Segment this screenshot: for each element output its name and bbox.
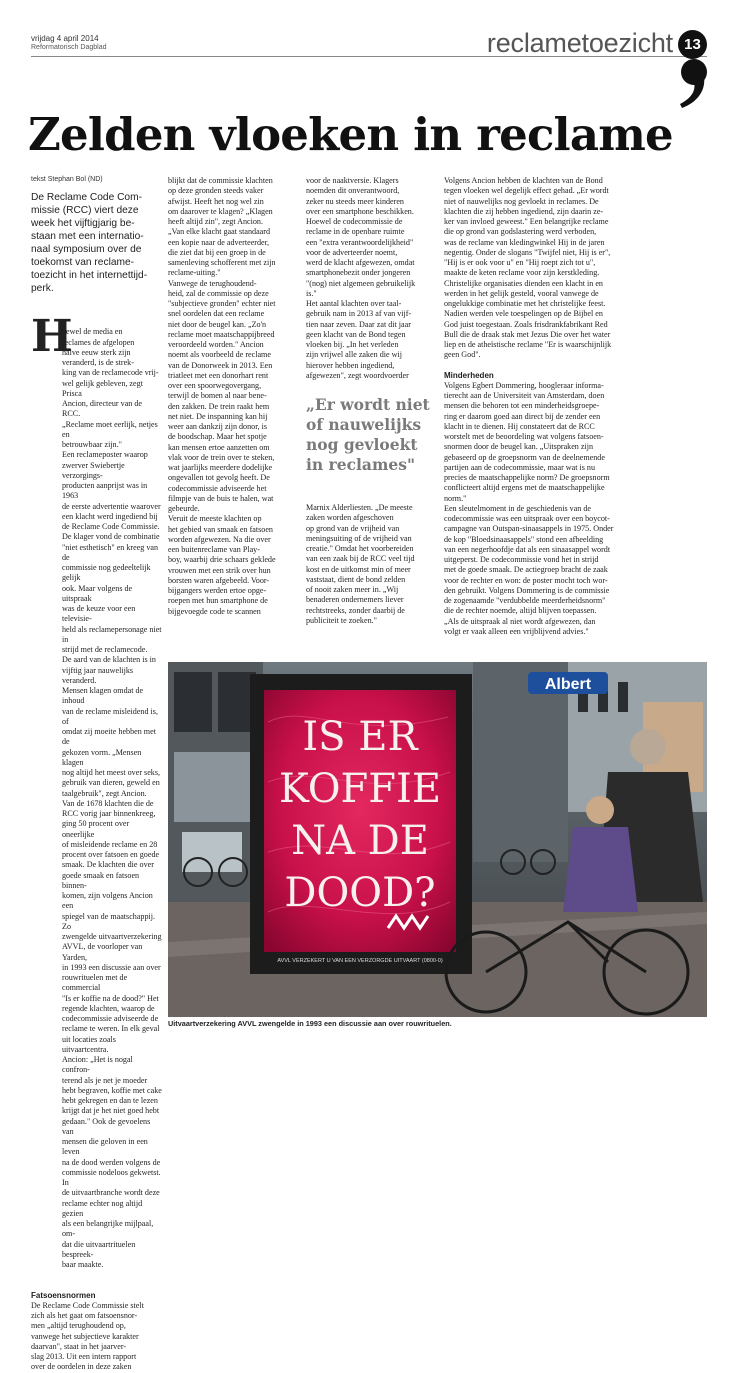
column-3-bottom-text: Marnix Alderliesten. „De meeste zaken worden afgeschoven op grond van de vrijheid van meningsuiting of de vrijheid van creatie." Omdat het voorbereiden van een zaak bij de RCC veel tijd kost en de uitkomst min of meer vaststaat, dient de bond zelden of nooit zaken meer in. „Wij benaderen ondernemers liever rechtstreeks, zonder daarbij de publiciteit te zoeken." — [306, 503, 415, 625]
photo-caption: Uitvaartverzekering AVVL zwengelde in 1993 een discussie aan over rouwrituelen. — [168, 1019, 452, 1028]
column-3-top-text: voor de naaktversie. Klagers noemden dit onverantwoord, zeker nu steeds meer kinderen over een smartphone beschikken. Hoewel de codecommissie de reclame in de openbare ruimte een "extra verantwoordelijkheid" voor de adverteerder noemt, werd de klacht afgewezen, omdat smartphonebezit onder jongeren "(nog) niet algemeen gebruikelijk is." Het aantal klachten over taal- gebruik nam in 2013 af van vijf- tien naar zeven. Daar zat dit jaar geen klacht van de Bond tegen vloeken bij. „In het verleden zijn vrijwel alle zaken die wij hierover hebben ingediend, afgewezen", zegt woordvoerder — [306, 176, 416, 380]
article-photo — [168, 662, 707, 1017]
page-number-badge: 13 — [678, 30, 707, 59]
section-title: reclametoezicht — [486, 28, 673, 58]
article-column-2 — [168, 176, 300, 617]
column-4-tail-text: Volgens Egbert Dommering, hoogleraar informa- tierecht aan de Universiteit van Amsterdam, doen mensen die behoren tot een minderheidsgroepe- ring er daarom goed aan direct bij de zender een klacht in te dienen. Hij constateert dat de RCC worstelt met de beoordeling wat volgens fatsoen- snormen door de beugel kan. „Uitspraken zijn gebaseerd op de groepsnorm van de deelnemende partijen aan de codecommissie, maar wat is nu precies de maatschappelijke norm? De groepsnorm conflicteert altijd ergens met de maatschappelijke norm." Een sleutelmoment in de geschiedenis van de codecommissie was een uitspraak over een boycot- campagne van Outspan-sinaasappels in 1975. Onder de kop "Bloedsinaasappels" stond een afbeelding van een negerhoofdje dat als een sinaasappel wordt uitgeperst. De codecommissie vond het in strijd met de goede smaak. De actiegroep bracht de zaak voor de rechter en won: de poster mocht toch wor- den gebruikt. Volgens Dommering is de commissie de zogenaamde "verdubbelde meerderheidsnorm" die de rechter noemde, altijd blijven toepassen. „Als de uitspraak al niet wordt afgewezen, dan volgt er vaak alleen een vrijblijvend advies." — [444, 380, 614, 636]
column-1-text: oewel de media en reclames de afgelopen halve eeuw sterk zijn veranderd, is de strek- king van de reclamecode vrij- wel gelijk gebleven, zegt Prisca Ancion, directeur van de RCC. „Reclame moet eerlijk, netjes en betrouwbaar zijn." Een reclameposter waarop zwerver Swiebertje verzorgings- producten aanprijst was in 1963 de eerste advertentie waarover een klacht werd ingediend bij de Reclame Code Commissie. De klager vond de combinatie "niet esthetisch" en kreeg van de commissie nog gedeeltelijk gelijk ook. Maar volgens de uitspraak was de keuze voor een televisie- held als reclamepersonage niet in strijd met de reclamecode. De aard van de klachten is in vijftig jaar nauwelijks veranderd. Mensen klagen omdat de inhoud van de reclame misleidend is, of omdat zij moeite hebben met de gekozen vorm. „Mensen klagen nog altijd het meest over seks, gebruik van dieren, geweld en taalgebruik", zegt Ancion. Van de 1678 klachten die de RCC vorig jaar binnenkreeg, ging 50 procent over oneerlijke of misleidende reclame en 28 procent over fatsoen en goede smaak. De klachten die over goede smaak en fatsoen binnen- komen, zijn volgens Ancion een spiegel van de maatschappij. Zo zwengelde uitvaartverzekering AVVL, de voorloper van Yarden, in 1993 een discussie aan over rouwrituelen met de commercial "Is er koffie na de dood?" Het regende klachten, waarop de codecommissie adviseerde de reclame te weren. In elk geval uit locaties zoals uitvaartcentra. Ancion: „Het is nogal confron- terend als je net je moeder hebt begraven, koffie met cake hebt gekregen en dan te lezen krijgt dat je het niet goed hebt gedaan." Ook de gevoelens van mensen die geloven in een leven na de dood werden volgens de commissie nodeloos gekwetst. In de uitvaartbranche wordt deze reclame echter nog altijd gezien als een belangrijke mijlpaal, om- dat die uitvaartrituelen bespreek- baar maakte. — [62, 327, 162, 1269]
article-column-3-bottom — [306, 503, 438, 626]
subhead-minderheden: Minderheden — [444, 370, 494, 380]
poster-line-2: KOFFIE — [278, 766, 442, 812]
column-4-top-text: Volgens Ancion hebben de klachten van de Bond tegen vloeken wel degelijk effect gehad. „Er wordt niet of nauwelijks nog gevloekt in reclames. De klachten die zij hebben ingediend, zijn daarin ze- ker van invloed geweest." Een belangrijke reclame die op grond van godslastering werd verboden, was de reclame van kledingwinkel Hij in de jaren negentig. Onder de slogans "Twijfel niet, Hij is er", "Hij is er ook voor u" en "Hij roept zich tot u", maakte de keten reclame voor zijn kerstkleding. Christelijke organisaties dienden een klacht in en werden in het gelijk gesteld, vooral vanwege de ongelukkige combinatie met het christelijke feest. Nadien werden vele toespelingen op de Bijbel en God juist toegestaan. Zoals frisdrankfabrikant Red Bull die de draak stak met Jezus Die over het water liep en de atheïstische reclame "Er is waarschijnlijk geen God". — [444, 176, 612, 360]
article-column-1 — [31, 311, 162, 1373]
street-scene-illustration — [168, 662, 707, 1017]
column-1-tail: De Reclame Code Commissie stelt zich als het gaat om fatsoensnor- men „altijd terughoudend op, vanwege het subjectieve karakter daarvan", staat in het jaarver- slag 2013. Uit een intern rapport over de oordelen in deze zaken — [31, 1300, 144, 1372]
poster-footer: AVVL VERZEKERT U VAN EEN VERZORGDE UITVAART (0800-0) — [277, 958, 443, 964]
pull-quote: „Er wordt niet of nauwelijks nog gevloekt in reclames" — [306, 395, 430, 474]
newspaper-name: Reformatorisch Dagblad — [31, 44, 107, 51]
article-column-3-top — [306, 176, 438, 381]
drop-cap: H — [31, 311, 73, 362]
article-column-4 — [444, 176, 707, 637]
store-sign-text: Albert — [544, 676, 592, 693]
column-2-text: blijkt dat de commissie klachten op deze gronden steeds vaker afwijst. Heeft het nog wel zin om daarover te klagen? „Klagen heeft altijd zin", zegt Ancion. „Van elke klacht gaat standaard een kopie naar de adverteerder, die ziet dat bij een groep in de samenleving schofferent met zijn reclame-uiting." Vanwege de terughoudend- heid, zal de commissie op deze "subjectieve gronden" echter niet snel oordelen dat een reclame niet door de beugel kan. „Zo'n reclame moet maatschappijbreed veroordeeld worden." Ancion noemt als voorbeeld de reclame van de Donorweek in 2013. Een triatleet met een donorhart rent over een spoorwegovergang, terwijl de bomen al naar bene- den zakken. De trein raakt hem net niet. De inspanning kan hij weer aan dankzij zijn donor, is de boodschap. Maar het spotje kan mensen ertoe aanzetten om vlak voor de trein over te steken, wat jaarlijks meerdere dodelijke ongevallen tot gevolg heeft. De codecommissie adviseerde het filmpje van de buis te halen, wat gebeurde. Veruit de meeste klachten op het gebied van smaak en fatsoen worden afgewezen. Na die over een buitenreclame van Play- boy, waarbij drie schaars geklede vrouwen met een strik over hun borsten waren afgebeeld. Voor- bijgangers werden ertoe opge- roepen met hun smartphone de bijgevoegde code te scannen — [168, 176, 276, 616]
poster-line-3: NA DE — [291, 818, 429, 864]
poster-line-4: DOOD? — [284, 870, 436, 916]
comma-logo-icon — [676, 58, 709, 110]
byline: tekst Stephan Bol (ND) — [31, 176, 103, 183]
issue-date: vrijdag 4 april 2014 — [31, 34, 99, 43]
article-headline: Zelden vloeken in reclame — [28, 108, 673, 161]
intro-paragraph: De Reclame Code Com- missie (RCC) viert deze week het vijftigjarig be- staan met een internatio- naal symposium over de toekomst van reclame- toezicht in het internettijd- perk. — [31, 192, 148, 294]
column-1-lead — [31, 311, 162, 1281]
subhead-fatsoensnormen: Fatsoensnormen — [31, 1290, 96, 1300]
poster-line-1: IS ER — [302, 714, 418, 760]
